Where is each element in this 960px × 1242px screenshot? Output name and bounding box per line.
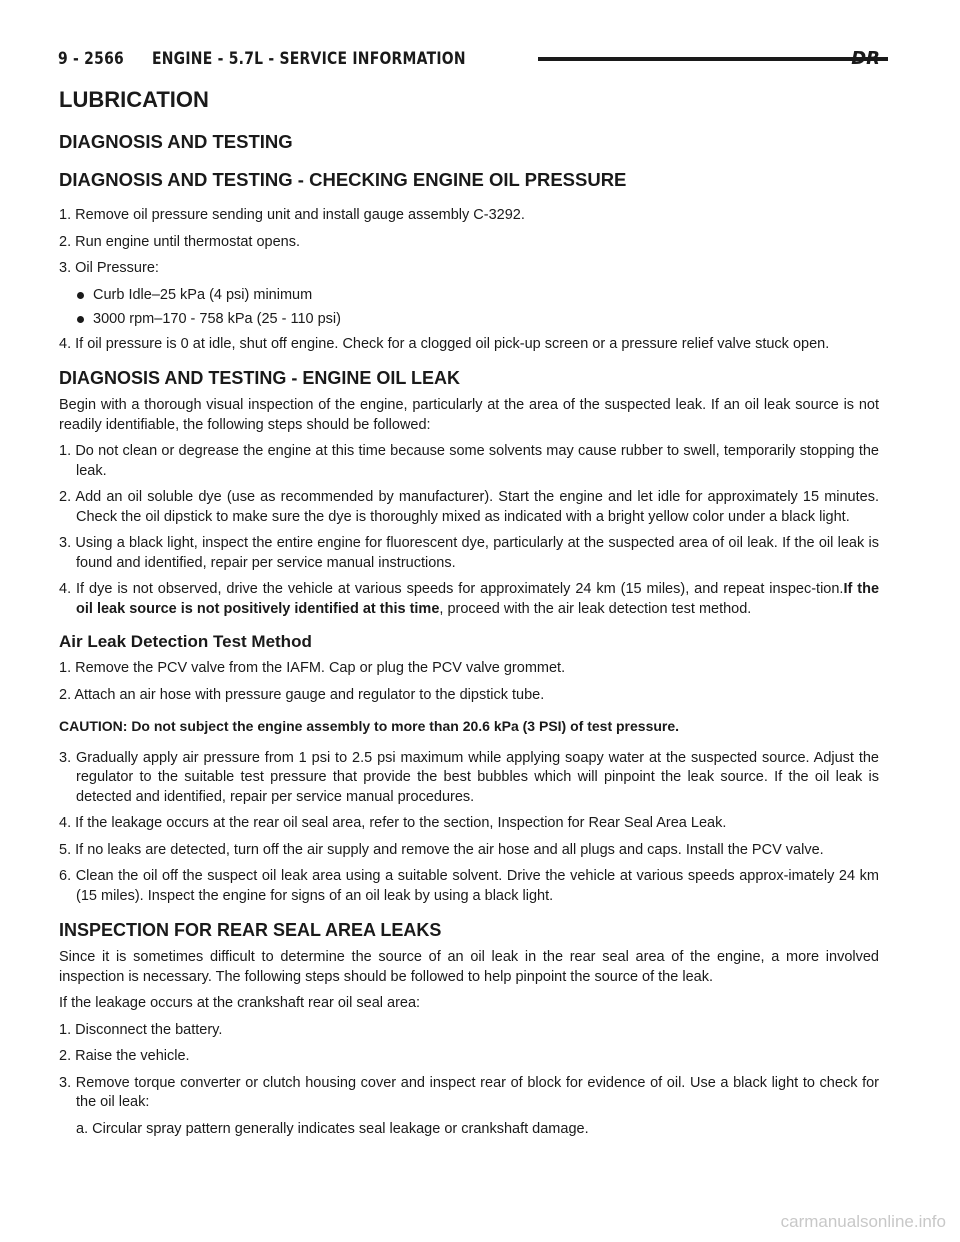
oil-pressure-step-4: 4. If oil pressure is 0 at idle, shut off engine. Check for a clogged oil pick-up screen or a pressure relief valve stuck open.: [59, 335, 830, 352]
oil-leak-step-2: 2. Add an oil soluble dye (use as recommended by manufacturer). Start the engine and let idle for approximately 15 minutes. Check the oil dipstick to make sure the dye is thoroughly mixed as indicated with a bright yellow color under a black light.: [59, 489, 879, 525]
air-leak-step-6: 6. Clean the oil off the suspect oil leak area using a suitable solvent. Drive the vehicle at various speeds approx-imately 24 km (15 miles). Inspect the engine for signs of an oil leak by using a black light.: [59, 868, 879, 904]
oil-leak-step-3: 3. Using a black light, inspect the entire engine for fluorescent dye, particularly at the suspected area of oil leak. If the oil leak is found and identified, repair per service manual instructions.: [59, 535, 879, 571]
header-title: ENGINE - 5.7L - SERVICE INFORMATION: [152, 49, 466, 69]
bullet-text: 3000 rpm–170 - 758 kPa (25 - 110 psi): [93, 311, 341, 327]
step-4-emphasis: If the oil leak source is not positively identified at this time: [76, 581, 880, 617]
oil-leak-step-4: [59, 580, 879, 619]
oil-leak-intro: Begin with a thorough visual inspection of the engine, particularly at the area of the suspected leak. If an oil leak source is not readily identifiable, the following steps should be followed:: [59, 397, 879, 433]
oil-leak-heading: DIAGNOSIS AND TESTING - ENGINE OIL LEAK: [59, 368, 461, 388]
oil-pressure-heading: DIAGNOSIS AND TESTING - CHECKING ENGINE OIL PRESSURE: [59, 169, 627, 190]
rear-seal-step-3: 3. Remove torque converter or clutch housing cover and inspect rear of block for evidence of oil. Use a black light to check for the oil leak:: [59, 1074, 879, 1110]
air-leak-step-3: 3. Gradually apply air pressure from 1 psi to 2.5 psi maximum while applying soapy water at the suspected source. Adjust the regulator to the suitable test pressure that provide the best bubbles which will pinpoint the leak source. If the oil leak is detected and identified, repair per service manual procedures.: [59, 749, 879, 805]
page-number: 9 - 2566: [58, 49, 124, 69]
model-code: DR: [851, 48, 880, 69]
rear-seal-substep-a: a. Circular spray pattern generally indicates seal leakage or crankshaft damage.: [76, 1120, 589, 1137]
rear-seal-intro: Since it is sometimes difficult to determine the source of an oil leak in the rear seal area of the engine, a more involved inspection is necessary. The following steps should be followed to help pinpoint the source of the leak.: [59, 949, 879, 985]
page-title: LUBRICATION: [59, 87, 209, 112]
air-leak-step-5: 5. If no leaks are detected, turn off the air supply and remove the air hose and all plugs and caps. Install the PCV valve.: [59, 841, 824, 858]
step-4-text-b: , proceed with the air leak detection test method.: [439, 600, 752, 617]
rear-seal-step-2: 2. Raise the vehicle.: [59, 1048, 190, 1064]
oil-pressure-bullet-2: [77, 310, 879, 330]
bullet-icon: [77, 292, 84, 299]
document-body: [59, 86, 879, 1139]
bullet-text: Curb Idle–25 kPa (4 psi) minimum: [93, 286, 313, 303]
oil-leak-step-1: 1. Do not clean or degrease the engine at this time because some solvents may cause rubber to swell, temporarily stopping the leak.: [59, 443, 879, 479]
page-header: [58, 48, 880, 70]
oil-pressure-bullet-1: [77, 286, 879, 306]
air-leak-heading: Air Leak Detection Test Method: [59, 632, 312, 651]
air-leak-step-1: 1. Remove the PCV valve from the IAFM. Cap or plug the PCV valve grommet.: [59, 660, 566, 676]
rear-seal-step-1: 1. Disconnect the battery.: [59, 1021, 223, 1038]
watermark: carmanualsonline.info: [780, 1212, 946, 1231]
step-4-text-a: 4. If dye is not observed, drive the vehicle at various speeds for approximately 24 km (15 miles), and repeat inspec-tion.: [59, 581, 844, 597]
caution-note: CAUTION: Do not subject the engine assembly to more than 20.6 kPa (3 PSI) of test pressure.: [59, 718, 680, 734]
section-heading: DIAGNOSIS AND TESTING: [59, 131, 293, 152]
air-leak-step-2: 2. Attach an air hose with pressure gauge and regulator to the dipstick tube.: [59, 686, 545, 703]
header-rule: [538, 57, 888, 61]
oil-pressure-step-2: 2. Run engine until thermostat opens.: [59, 233, 301, 250]
oil-pressure-step-1: 1. Remove oil pressure sending unit and install gauge assembly C-3292.: [59, 207, 525, 223]
oil-pressure-step-3: 3. Oil Pressure:: [59, 260, 159, 276]
bullet-icon: [77, 316, 84, 323]
rear-seal-lead: If the leakage occurs at the crankshaft rear oil seal area:: [59, 995, 421, 1011]
rear-seal-heading: INSPECTION FOR REAR SEAL AREA LEAKS: [59, 920, 442, 940]
air-leak-step-4: 4. If the leakage occurs at the rear oil seal area, refer to the section, Inspection for Rear Seal Area Leak.: [59, 815, 727, 831]
